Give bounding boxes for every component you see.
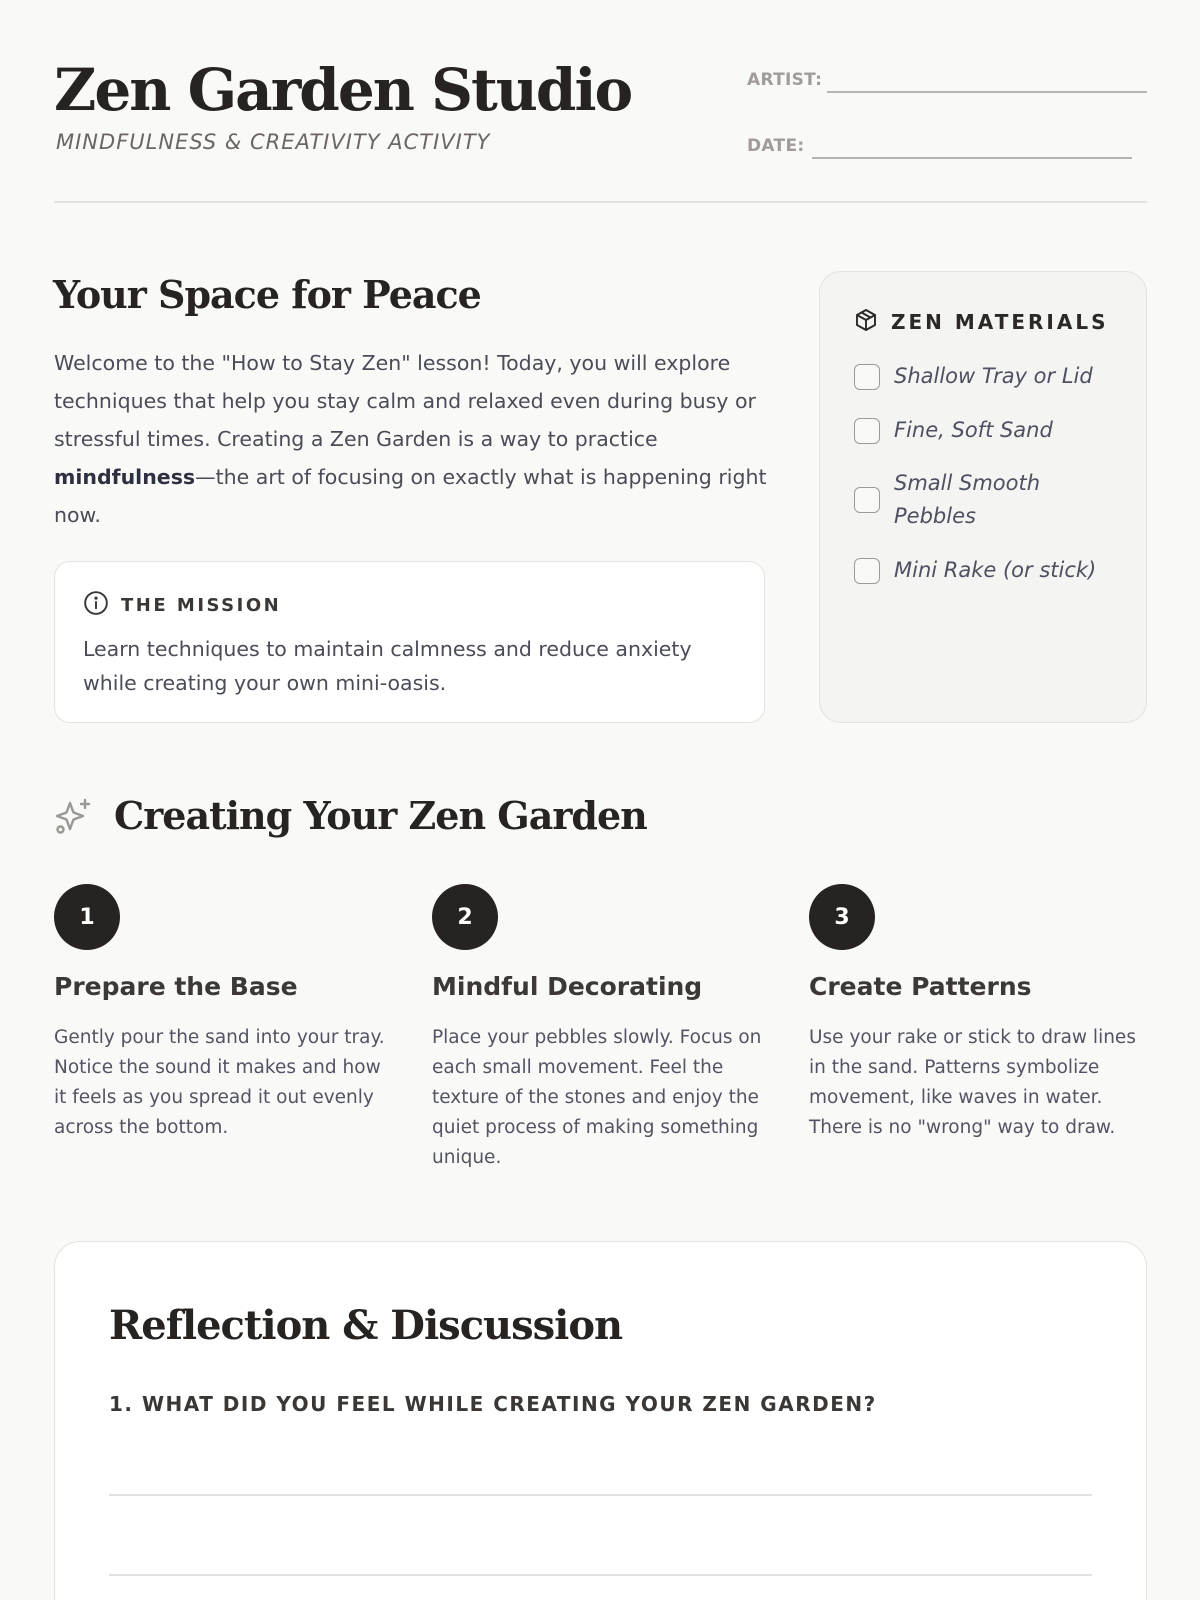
step-text: Place your pebbles slowly. Focus on each small movement. Feel the texture of the stones and enjoy the quiet process of making something unique. xyxy=(432,1027,762,1168)
intro-paragraph: Welcome to the "How to Stay Zen" lesson! Today, you will explore techniques that help you stay calm and relaxed even during busy or stressful times. Creating a Zen Garden is a way to practice mindfulness—the art of focusing on exactly what is happening right now. xyxy=(54,351,767,527)
info-icon xyxy=(83,590,109,620)
step-number: 2 xyxy=(432,884,498,950)
material-item[interactable] xyxy=(854,360,1119,393)
answer-line[interactable] xyxy=(109,1574,1092,1576)
worksheet-header xyxy=(54,0,1147,203)
material-label: Small Smooth Pebbles xyxy=(894,471,1041,528)
reflection-card xyxy=(54,1241,1147,1600)
creating-heading: Creating Your Zen Garden xyxy=(114,793,647,838)
material-checkbox[interactable] xyxy=(854,418,880,444)
step-text: Use your rake or stick to draw lines in the sand. Patterns symbolize movement, like waves in water. There is no "wrong" way to draw. xyxy=(809,1027,1136,1138)
answer-line[interactable] xyxy=(109,1494,1092,1496)
material-item[interactable] xyxy=(854,554,1119,587)
page-title: Zen Garden Studio xyxy=(54,56,632,124)
material-item[interactable] xyxy=(854,467,1069,533)
reflection-heading: Reflection & Discussion xyxy=(109,1302,623,1349)
step-text: Gently pour the sand into your tray. Notice the sound it makes and how it feels as you spread it out evenly across the bottom. xyxy=(54,1027,385,1138)
materials-title: ZEN MATERIALS xyxy=(891,310,1109,334)
material-label: Mini Rake (or stick) xyxy=(894,558,1097,582)
step-title: Create Patterns xyxy=(809,972,1032,1001)
page-subtitle: MINDFULNESS & CREATIVITY ACTIVITY xyxy=(56,130,491,154)
step-title: Prepare the Base xyxy=(54,972,298,1001)
date-field[interactable] xyxy=(812,157,1132,159)
material-label: Shallow Tray or Lid xyxy=(894,364,1093,388)
artist-field[interactable] xyxy=(827,91,1147,93)
date-label: DATE: xyxy=(747,136,805,156)
mission-card xyxy=(54,561,765,723)
box-icon xyxy=(854,308,878,336)
sparkles-icon xyxy=(53,797,93,841)
step-number: 3 xyxy=(809,884,875,950)
material-checkbox[interactable] xyxy=(854,487,880,513)
material-label: Fine, Soft Sand xyxy=(894,418,1053,442)
mindfulness-term: mindfulness xyxy=(54,465,196,489)
mission-text: Learn techniques to maintain calmness and reduce anxiety while creating your own mini-oasis. xyxy=(83,637,692,695)
material-item[interactable] xyxy=(854,414,1119,447)
material-checkbox[interactable] xyxy=(854,364,880,390)
intro-heading: Your Space for Peace xyxy=(53,272,481,317)
materials-card xyxy=(819,271,1147,723)
question-1: 1. WHAT DID YOU FEEL WHILE CREATING YOUR ZEN GARDEN? xyxy=(109,1392,877,1416)
material-checkbox[interactable] xyxy=(854,558,880,584)
mission-title: THE MISSION xyxy=(121,594,282,616)
artist-label: ARTIST: xyxy=(747,70,823,90)
step-title: Mindful Decorating xyxy=(432,972,703,1001)
step-number: 1 xyxy=(54,884,120,950)
